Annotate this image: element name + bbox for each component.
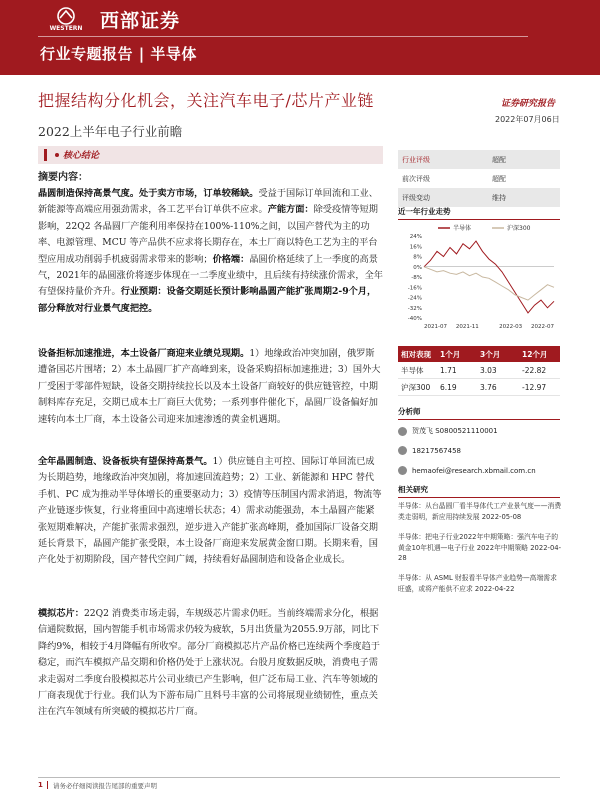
capacity-lead: 产能方面： — [267, 204, 314, 216]
analyst-email[interactable]: hemaofei@research.xbmail.com.cn — [412, 466, 536, 475]
x-axis-ticks — [424, 267, 554, 330]
analyst-heading: 分析师 — [398, 406, 560, 420]
series-line — [424, 241, 554, 313]
table-cell: 沪深300 — [401, 382, 431, 392]
price-lead: 价格端： — [212, 253, 250, 265]
paragraph-foundry — [38, 186, 383, 317]
analyst-name: 贺茂飞 S0800521110001 — [412, 427, 498, 435]
table-row — [398, 379, 560, 396]
rating-value: 超配 — [492, 155, 506, 164]
analyst-phone-line — [398, 446, 461, 455]
equipment-lead: 设备拒标加速推进，本土设备厂商迎来业绩兑现期。 — [38, 348, 250, 359]
chart-series — [424, 241, 554, 313]
price-text: 晶圆价格延续了上一季度的高景气，2021年的晶圆涨价将逐步体现在一二季度业绩中，且后续有持续涨价需求，全年有望保持量价齐升。 — [38, 253, 383, 298]
outlook-lead: 全年晶圆制造、设备板块有望保持高景气。 — [38, 456, 213, 467]
brand-name: 西部证券 — [100, 10, 181, 32]
rating-row — [398, 169, 560, 188]
table-cell: 1.71 — [440, 365, 457, 375]
page-number: 1 — [38, 781, 43, 789]
analog-text: 22Q2 消费类市场走弱，车规级芯片需求仍旺。当前终端需求分化，根据信通院数据，国内智能手机市场需求仍较为疲软，5月出货量为2055.9万部，同比下降约9%，相较于4月降幅有所收窄。部分厂商模拟芯片产品价格已连续两个季度趋于稳定，而汽车模拟产品交期和价格仍处于上涨状况。台股月度数据反映，消费电子需求走弱对二季度台股模拟芯片公司业绩已产生影响，但广泛布局工业、汽车等领域的厂商表现优于行业。我们认为下游布局广且料号丰富的公司将展现业绩韧性，重点关注在汽车领域有所突破的模拟芯片厂商。 — [38, 608, 380, 718]
foundry-lead: 晶圆制造保持高景气度。处于卖方市场，订单较稀缺。 — [38, 188, 259, 199]
western-logo — [40, 6, 92, 32]
analyst-phone: 18217567458 — [412, 446, 461, 455]
table-cell: 3.03 — [480, 365, 497, 375]
related-heading: 相关研究 — [398, 484, 560, 498]
page-subtitle: 2022上半年电子行业前瞻 — [38, 124, 183, 139]
header-cell: 1个月 — [440, 349, 461, 359]
equipment-text: 1）地缘政治冲突加剧，俄罗斯遭备国芯片围堵；2）本土晶圆厂扩产高峰到来，设备采购招标加速推进；3）国外大厂受困于零部件短缺，设备交期持续拉长以及本土设备厂商较好的供应链管控，中期制料库存充足，交期已成本土厂商巨大优势；一系列事件催化下，晶圆厂设备偏好加速转向本土厂商，本土设备公司迎来加速渗透的黄金机遇期。 — [38, 348, 381, 425]
abstract-heading: 摘要内容： — [38, 172, 88, 183]
header-cell: 12个月 — [522, 349, 548, 359]
section-marker — [44, 149, 47, 161]
rating-value: 超配 — [492, 174, 506, 183]
related-item[interactable]: 半导体：从台晶圆厂看半导体代工产业景气度——消费类走弱明，新应用持续发展 2022-05-08 — [398, 502, 562, 521]
y-tick-label: -16% — [407, 285, 422, 292]
y-tick-label: -24% — [407, 295, 422, 302]
header-cell: 相对表现 — [401, 349, 431, 359]
paragraph-outlook — [38, 454, 383, 569]
person-icon — [398, 427, 407, 436]
footer-divider — [38, 777, 560, 778]
footer-separator — [47, 781, 48, 789]
logo-text: WESTERN — [49, 25, 83, 32]
table-cell: 3.76 — [480, 382, 497, 392]
y-axis-ticks — [408, 234, 422, 322]
analog-lead: 模拟芯片： — [38, 608, 84, 619]
x-tick-label: 2021-11 — [455, 324, 479, 330]
report-label: 证券研究报告 — [501, 99, 556, 109]
rating-table — [398, 150, 560, 207]
chart-legend — [438, 224, 531, 232]
foundry-text: 受益于国际订单回流和工业、新能源等高端应用强劲需求，各工艺平台订单供不应求。 — [38, 188, 378, 216]
outlook-text: 行业预期：设备交期延长预计影响晶圆产能扩张周期2-9个月，部分释放对行业景气度把控。 — [38, 286, 377, 314]
x-tick-label: 2022-07 — [531, 324, 554, 330]
y-tick-label: 0% — [413, 264, 422, 271]
y-tick-label: 16% — [409, 244, 422, 251]
y-tick-label: 8% — [413, 254, 422, 261]
paragraph-equipment — [38, 346, 383, 428]
capacity-text: 除受疫情等短期影响，22Q2 各晶圆厂产能利用率保持在100%-110%之间，以国产替代为主的功率、电源管理、MCU 等产品供不应求将长期存在，本土厂商以特色工艺为主的平台型应用成功削弱手机疲弱需求带来的影响； — [38, 204, 378, 265]
legend-csi300: 沪深300 — [507, 225, 531, 232]
analyst-email-line — [398, 466, 536, 475]
table-cell: -22.82 — [522, 365, 547, 375]
bullet-icon — [55, 153, 59, 157]
rating-label: 评级变动 — [402, 193, 430, 202]
trend-chart — [398, 222, 560, 334]
rating-row — [398, 188, 560, 207]
related-item[interactable]: 半导体：把电子行业2022年中期策略：强汽车电子的黄金10年机遇—电子行业 2022年中期策略 2022-04-28 — [398, 533, 562, 562]
header-divider — [38, 36, 528, 37]
outlook-body: 1）供应链自主可控、国际订单回流已成为长期趋势，地缘政治冲突加剧，将加速回流趋势；2）工业、新能源和 HPC 替代手机、PC 成为推动半导体增长的重要驱动力；3）疫情等压制国内需求消退，物流等产业链逐步恢复，行业将重回中高速增长状态；4）需求动能强劲，本土晶圆产能紧张短期难解决，产能扩张需求强烈，逆步进入产能扩张高峰期，叠加国际厂设备交期延长背景下，晶圆产能扩张受限，本土设备厂商迎来发展黄金窗口期。长期来看，国产化处于初期阶段，国产替代空间广阔，持续看好晶圆制造和设备企业成长。 — [38, 456, 382, 566]
x-tick-label: 2021-07 — [424, 324, 447, 330]
y-tick-label: -32% — [407, 305, 422, 312]
rating-label: 前次评级 — [402, 174, 430, 183]
table-cell: -12.97 — [522, 382, 547, 392]
y-tick-label: -40% — [407, 316, 422, 322]
report-date: 2022年07月06日 — [495, 115, 560, 124]
header-bar — [0, 0, 600, 75]
table-row — [398, 362, 560, 379]
footer-disclaimer: 请务必仔细阅读报告尾部的重要声明 — [53, 782, 157, 790]
section-label: 核心结论 — [63, 151, 100, 161]
series-line — [424, 267, 554, 300]
table-cell: 6.19 — [440, 382, 457, 392]
x-tick-label: 2022-03 — [499, 324, 523, 330]
rating-row — [398, 150, 560, 169]
header-cell: 3个月 — [480, 349, 501, 359]
report-type: 行业专题报告 | 半导体 — [40, 45, 197, 63]
y-tick-label: 24% — [409, 234, 422, 240]
performance-header — [398, 346, 560, 362]
performance-table — [398, 346, 560, 396]
trend-heading: 近一年行业走势 — [398, 206, 560, 220]
analyst-name-line — [398, 426, 498, 436]
paragraph-analog — [38, 606, 383, 721]
legend-semiconductor: 半导体 — [453, 225, 472, 232]
rating-value: 维持 — [492, 193, 506, 202]
related-item[interactable]: 半导体：从 ASML 财报看半导体产业趋势—高端需求旺盛，或将产能供不应求 2022-04-22 — [398, 574, 557, 593]
page-title: 把握结构分化机会，关注汽车电子/芯片产业链 — [38, 91, 374, 110]
rating-label: 行业评级 — [402, 155, 430, 164]
email-icon — [398, 466, 407, 475]
y-tick-label: -8% — [411, 275, 422, 281]
table-cell: 半导体 — [401, 365, 424, 375]
phone-icon — [398, 446, 407, 455]
